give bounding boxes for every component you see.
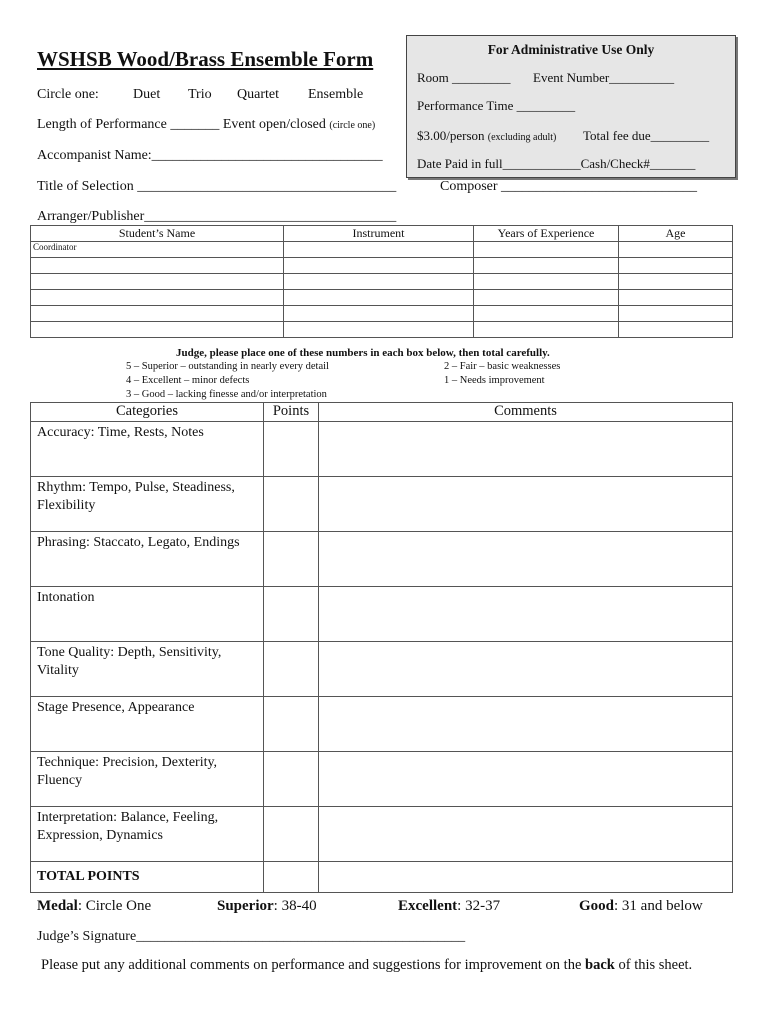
admin-heading: For Administrative Use Only	[487, 42, 655, 57]
comments-cell[interactable]	[319, 422, 733, 477]
scale-3: 3 – Good – lacking finesse and/or interpretation	[126, 389, 327, 400]
title-of-selection-field[interactable]: Title of Selection _____________________________________	[37, 179, 397, 194]
header-categories: Categories	[31, 403, 264, 422]
student-table-header	[31, 226, 733, 242]
total-points-label: TOTAL POINTS	[31, 862, 264, 893]
fee-line	[417, 128, 556, 144]
score-table	[30, 402, 733, 893]
category-label: Technique: Precision, Dexterity, Fluency	[31, 752, 264, 807]
header-student-name: Student’s Name	[31, 226, 284, 242]
score-row-intonation	[31, 587, 733, 642]
table-cell[interactable]	[474, 306, 619, 322]
scale-2: 2 – Fair – basic weaknesses	[444, 361, 561, 372]
arranger-field[interactable]: Arranger/Publisher____________________________________	[37, 209, 397, 224]
table-cell[interactable]	[31, 322, 284, 338]
coordinator-label: Coordinator	[31, 242, 284, 258]
table-cell[interactable]	[474, 290, 619, 306]
table-cell[interactable]	[619, 306, 733, 322]
superior-range: : 38-40	[273, 898, 317, 914]
footnote-after: of this sheet.	[614, 957, 693, 973]
table-cell[interactable]	[284, 274, 474, 290]
table-cell[interactable]	[284, 290, 474, 306]
scale-5: 5 – Superior – outstanding in nearly every detail	[126, 361, 329, 372]
table-cell[interactable]	[284, 242, 474, 258]
comments-cell[interactable]	[319, 587, 733, 642]
table-row[interactable]	[31, 274, 733, 290]
category-label: Rhythm: Tempo, Pulse, Steadiness, Flexibility	[31, 477, 264, 532]
form-title: WSHSB Wood/Brass Ensemble Form	[37, 47, 374, 71]
medal-excellent[interactable]	[398, 898, 500, 915]
category-label: Phrasing: Staccato, Legato, Endings	[31, 532, 264, 587]
fee-note: (excluding adult)	[487, 132, 557, 143]
medal-good[interactable]	[579, 898, 703, 915]
header-instrument: Instrument	[284, 226, 474, 242]
medal-label	[37, 898, 151, 915]
table-cell[interactable]	[474, 274, 619, 290]
score-row-accuracy	[31, 422, 733, 477]
medal-suffix: : Circle One	[77, 898, 152, 914]
circle-one-label: Circle one:	[37, 87, 99, 102]
header-comments: Comments	[319, 403, 733, 422]
judge-signature-field[interactable]: Judge’s Signature_______________________________________________	[37, 929, 466, 944]
points-cell[interactable]	[264, 807, 319, 862]
table-row[interactable]	[31, 322, 733, 338]
score-row-phrasing	[31, 532, 733, 587]
score-row-interpretation	[31, 807, 733, 862]
option-ensemble[interactable]: Ensemble	[308, 87, 364, 102]
score-row-stage-presence	[31, 697, 733, 752]
footnote-bold: back	[585, 957, 615, 973]
score-row-technique	[31, 752, 733, 807]
comments-cell[interactable]	[319, 807, 733, 862]
table-cell[interactable]	[619, 322, 733, 338]
circle-one-note: (circle one)	[329, 120, 376, 131]
judge-instruction: Judge, please place one of these numbers in each box below, then total carefully.	[176, 347, 550, 359]
points-cell[interactable]	[264, 752, 319, 807]
fee-amount: $3.00/person	[417, 128, 485, 143]
table-cell[interactable]	[31, 306, 284, 322]
table-cell[interactable]	[619, 274, 733, 290]
table-row[interactable]	[31, 306, 733, 322]
table-cell[interactable]	[284, 322, 474, 338]
points-cell[interactable]	[264, 697, 319, 752]
footnote-before: Please put any additional comments on performance and suggestions for improvement on the	[41, 957, 586, 973]
total-points-cell[interactable]	[264, 862, 319, 893]
table-cell[interactable]	[619, 290, 733, 306]
performance-time-field[interactable]: Performance Time _________	[417, 98, 576, 113]
points-cell[interactable]	[264, 642, 319, 697]
superior-word: Superior	[217, 898, 274, 914]
medal-superior[interactable]	[217, 898, 317, 915]
score-row-tone-quality	[31, 642, 733, 697]
footnote	[41, 957, 692, 974]
date-paid-field[interactable]: Date Paid in full____________Cash/Check#_______	[417, 156, 696, 171]
points-cell[interactable]	[264, 477, 319, 532]
score-table-header	[31, 403, 733, 422]
composer-field[interactable]: Composer ____________________________	[440, 179, 698, 194]
total-comments-cell[interactable]	[319, 862, 733, 893]
medal-word: Medal	[37, 898, 78, 914]
category-label: Accuracy: Time, Rests, Notes	[31, 422, 264, 477]
room-field[interactable]: Room _________	[417, 70, 511, 85]
header-age: Age	[619, 226, 733, 242]
excellent-range: : 32-37	[457, 898, 501, 914]
accompanist-field[interactable]: Accompanist Name:_________________________________	[37, 148, 383, 163]
comments-cell[interactable]	[319, 532, 733, 587]
table-row[interactable]	[31, 290, 733, 306]
comments-cell[interactable]	[319, 697, 733, 752]
table-cell[interactable]	[619, 258, 733, 274]
excellent-word: Excellent	[398, 898, 458, 914]
option-duet[interactable]: Duet	[133, 87, 161, 102]
length-of-performance-field[interactable]	[37, 117, 375, 133]
points-cell[interactable]	[264, 587, 319, 642]
option-trio[interactable]: Trio	[188, 87, 212, 102]
comments-cell[interactable]	[319, 752, 733, 807]
good-word: Good	[579, 898, 615, 914]
category-label: Intonation	[31, 587, 264, 642]
header-years-experience: Years of Experience	[474, 226, 619, 242]
scale-4: 4 – Excellent – minor defects	[126, 375, 250, 386]
category-label: Tone Quality: Depth, Sensitivity, Vitality	[31, 642, 264, 697]
points-cell[interactable]	[264, 422, 319, 477]
table-cell[interactable]	[474, 242, 619, 258]
table-cell[interactable]	[619, 242, 733, 258]
table-cell[interactable]	[474, 258, 619, 274]
table-cell[interactable]	[31, 274, 284, 290]
length-line-text: Length of Performance _______ Event open/closed	[37, 117, 326, 132]
table-row[interactable]	[31, 258, 733, 274]
table-cell[interactable]	[31, 258, 284, 274]
scale-1: 1 – Needs improvement	[444, 375, 545, 386]
total-fee-field[interactable]: Total fee due_________	[583, 128, 710, 143]
student-table	[30, 225, 733, 338]
header-points: Points	[264, 403, 319, 422]
comments-cell[interactable]	[319, 642, 733, 697]
category-label: Stage Presence, Appearance	[31, 697, 264, 752]
comments-cell[interactable]	[319, 477, 733, 532]
good-range: : 31 and below	[614, 898, 703, 914]
score-row-rhythm	[31, 477, 733, 532]
table-cell[interactable]	[284, 306, 474, 322]
table-cell[interactable]	[284, 258, 474, 274]
category-label: Interpretation: Balance, Feeling, Expression, Dynamics	[31, 807, 264, 862]
table-cell[interactable]	[31, 290, 284, 306]
admin-box	[406, 35, 736, 178]
coordinator-row[interactable]	[31, 242, 733, 258]
score-row-total	[31, 862, 733, 893]
option-quartet[interactable]: Quartet	[237, 87, 279, 102]
event-number-field[interactable]: Event Number__________	[533, 70, 675, 85]
points-cell[interactable]	[264, 532, 319, 587]
table-cell[interactable]	[474, 322, 619, 338]
